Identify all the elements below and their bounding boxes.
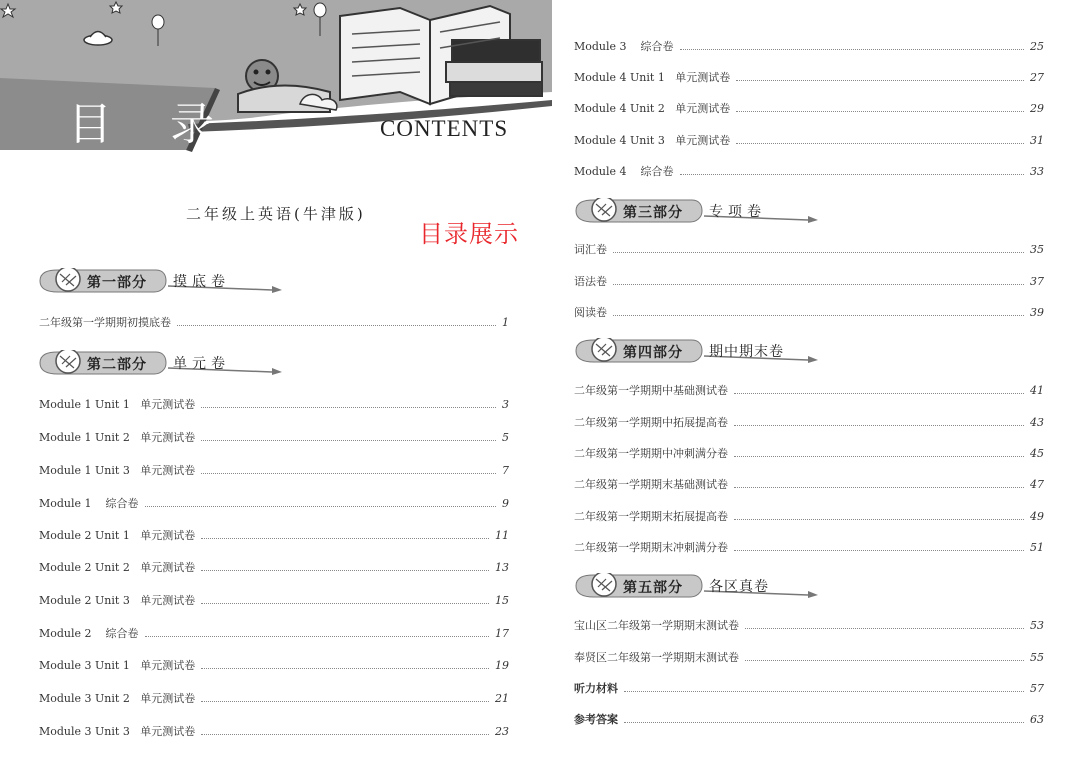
- entry-title: 宝山区二年级第一学期期末测试卷: [574, 619, 739, 632]
- entry-page: 7: [502, 464, 509, 477]
- entry-page: 51: [1030, 541, 1044, 554]
- toc-entry[interactable]: [39, 657, 509, 673]
- entry-title: Module 3 Unit 3 单元测试卷: [39, 725, 196, 738]
- entry-title: Module 1 Unit 3 单元测试卷: [39, 464, 196, 477]
- section-name: 专项卷: [709, 204, 766, 220]
- entry-page: 29: [1030, 102, 1044, 115]
- entry-title: 阅读卷: [574, 306, 607, 319]
- section-tab-part-2: [38, 350, 283, 376]
- entry-page: 63: [1030, 713, 1044, 726]
- leader-dots: [201, 538, 489, 539]
- entry-title: Module 2 综合卷: [39, 627, 139, 640]
- entry-title: 二年级第一学期期中拓展提高卷: [574, 416, 728, 429]
- toc-entry[interactable]: [39, 527, 509, 543]
- leader-dots: [201, 473, 496, 474]
- entry-page: 15: [495, 594, 509, 607]
- entry-title: Module 4 Unit 1 单元测试卷: [574, 71, 731, 84]
- entry-page: 3: [502, 398, 509, 411]
- leader-dots: [734, 519, 1024, 520]
- leader-dots: [201, 603, 489, 604]
- toc-entry[interactable]: [39, 429, 509, 445]
- leader-dots: [201, 570, 489, 571]
- toc-entry[interactable]: [39, 314, 509, 330]
- tab-ribbon-icon: [574, 198, 819, 224]
- leader-dots: [145, 636, 489, 637]
- contents-heading: CONTENTS: [380, 116, 509, 141]
- leader-dots: [680, 49, 1024, 50]
- leader-dots: [734, 425, 1024, 426]
- tab-ribbon-icon: [38, 350, 283, 376]
- toc-entry[interactable]: [574, 38, 1044, 54]
- entry-page: 57: [1030, 682, 1044, 695]
- toc-entry[interactable]: [39, 690, 509, 706]
- entry-page: 47: [1030, 478, 1044, 491]
- toc-entry[interactable]: [574, 100, 1044, 116]
- leader-dots: [201, 701, 489, 702]
- entry-title: Module 4 综合卷: [574, 165, 674, 178]
- section-label: 第三部分: [623, 205, 683, 221]
- entry-page: 55: [1030, 651, 1044, 664]
- toc-entry[interactable]: [39, 495, 509, 511]
- entry-page: 39: [1030, 306, 1044, 319]
- entry-title: Module 1 Unit 2 单元测试卷: [39, 431, 196, 444]
- preview-stamp: 目录展示: [419, 220, 519, 248]
- entry-page: 45: [1030, 447, 1044, 460]
- tab-ribbon-icon: [574, 573, 819, 599]
- leader-dots: [734, 393, 1024, 394]
- section-name: 摸底卷: [173, 274, 230, 290]
- section-tab-part-1: [38, 268, 283, 294]
- leader-dots: [613, 252, 1024, 253]
- entry-title: 二年级第一学期期末拓展提高卷: [574, 510, 728, 523]
- entry-title: Module 2 Unit 3 单元测试卷: [39, 594, 196, 607]
- leader-dots: [736, 80, 1024, 81]
- entry-title: Module 3 Unit 1 单元测试卷: [39, 659, 196, 672]
- entry-title: Module 2 Unit 2 单元测试卷: [39, 561, 196, 574]
- book-title: 二年级上英语(牛津版): [186, 205, 366, 223]
- entry-page: 17: [495, 627, 509, 640]
- toc-entry[interactable]: [574, 649, 1044, 665]
- toc-entry[interactable]: [574, 163, 1044, 179]
- toc-entry[interactable]: [574, 382, 1044, 398]
- entry-page: 43: [1030, 416, 1044, 429]
- leader-dots: [613, 315, 1024, 316]
- toc-entry[interactable]: [574, 711, 1044, 727]
- entry-page: 53: [1030, 619, 1044, 632]
- entry-title: 奉贤区二年级第一学期期末测试卷: [574, 651, 739, 664]
- entry-title: 听力材料: [574, 682, 618, 695]
- section-tab-part-4: [574, 338, 819, 364]
- entry-page: 19: [495, 659, 509, 672]
- entry-page: 23: [495, 725, 509, 738]
- entry-page: 35: [1030, 243, 1044, 256]
- section-label: 第五部分: [623, 580, 683, 596]
- toc-entry[interactable]: [39, 462, 509, 478]
- leader-dots: [734, 550, 1024, 551]
- section-name: 期中期末卷: [709, 344, 784, 360]
- leader-dots: [624, 691, 1024, 692]
- section-tab-part-3: [574, 198, 819, 224]
- entry-page: 41: [1030, 384, 1044, 397]
- entry-page: 5: [502, 431, 509, 444]
- toc-entry[interactable]: [574, 132, 1044, 148]
- leader-dots: [680, 174, 1024, 175]
- leader-dots: [745, 628, 1024, 629]
- section-label: 第二部分: [87, 357, 147, 373]
- entry-title: Module 1 综合卷: [39, 497, 139, 510]
- toc-entry[interactable]: [39, 592, 509, 608]
- entry-page: 31: [1030, 134, 1044, 147]
- tab-ribbon-icon: [38, 268, 283, 294]
- entry-page: 1: [502, 316, 509, 329]
- toc-entry[interactable]: [574, 476, 1044, 492]
- entry-title: Module 3 Unit 2 单元测试卷: [39, 692, 196, 705]
- entry-page: 37: [1030, 275, 1044, 288]
- leader-dots: [201, 407, 496, 408]
- leader-dots: [145, 506, 496, 507]
- section-name: 各区真卷: [709, 579, 769, 595]
- section-tab-part-5: [574, 573, 819, 599]
- entry-title: 词汇卷: [574, 243, 607, 256]
- leader-dots: [624, 722, 1024, 723]
- entry-title: 参考答案: [574, 713, 618, 726]
- toc-entry[interactable]: [574, 304, 1044, 320]
- entry-page: 9: [502, 497, 509, 510]
- entry-title: Module 2 Unit 1 单元测试卷: [39, 529, 196, 542]
- entry-page: 25: [1030, 40, 1044, 53]
- toc-entry[interactable]: [574, 539, 1044, 555]
- toc-entry[interactable]: [574, 617, 1044, 633]
- toc-entry[interactable]: [574, 69, 1044, 85]
- leader-dots: [177, 325, 496, 326]
- entry-title: 二年级第一学期期末基础测试卷: [574, 478, 728, 491]
- entry-title: 二年级第一学期期中冲刺满分卷: [574, 447, 728, 460]
- section-name: 单元卷: [173, 356, 230, 372]
- toc-entry[interactable]: [39, 559, 509, 575]
- entry-title: Module 4 Unit 2 单元测试卷: [574, 102, 731, 115]
- toc-entry[interactable]: [574, 508, 1044, 524]
- toc-entry[interactable]: [574, 680, 1044, 696]
- toc-heading: 目 录: [68, 99, 236, 150]
- entry-title: Module 3 综合卷: [574, 40, 674, 53]
- leader-dots: [613, 284, 1024, 285]
- entry-page: 27: [1030, 71, 1044, 84]
- header-banner: [0, 0, 552, 160]
- section-label: 第一部分: [87, 275, 147, 291]
- leader-dots: [201, 668, 489, 669]
- toc-entry[interactable]: [574, 273, 1044, 289]
- toc-entry[interactable]: [574, 241, 1044, 257]
- leader-dots: [745, 660, 1024, 661]
- toc-entry[interactable]: [574, 445, 1044, 461]
- toc-entry[interactable]: [39, 625, 509, 641]
- toc-entry[interactable]: [574, 414, 1044, 430]
- entry-page: 11: [495, 529, 509, 542]
- entry-title: 二年级第一学期期末冲刺满分卷: [574, 541, 728, 554]
- leader-dots: [201, 734, 489, 735]
- toc-entry[interactable]: [39, 723, 509, 739]
- entry-page: 21: [495, 692, 509, 705]
- leader-dots: [736, 111, 1024, 112]
- leader-dots: [201, 440, 496, 441]
- section-label: 第四部分: [623, 345, 683, 361]
- leader-dots: [734, 487, 1024, 488]
- leader-dots: [734, 456, 1024, 457]
- toc-entry[interactable]: [39, 396, 509, 412]
- entry-title: 二年级第一学期期中基础测试卷: [574, 384, 728, 397]
- entry-title: 二年级第一学期期初摸底卷: [39, 316, 171, 329]
- entry-page: 13: [495, 561, 509, 574]
- entry-title: Module 4 Unit 3 单元测试卷: [574, 134, 731, 147]
- entry-page: 33: [1030, 165, 1044, 178]
- leader-dots: [736, 143, 1024, 144]
- entry-page: 49: [1030, 510, 1044, 523]
- entry-title: Module 1 Unit 1 单元测试卷: [39, 398, 196, 411]
- entry-title: 语法卷: [574, 275, 607, 288]
